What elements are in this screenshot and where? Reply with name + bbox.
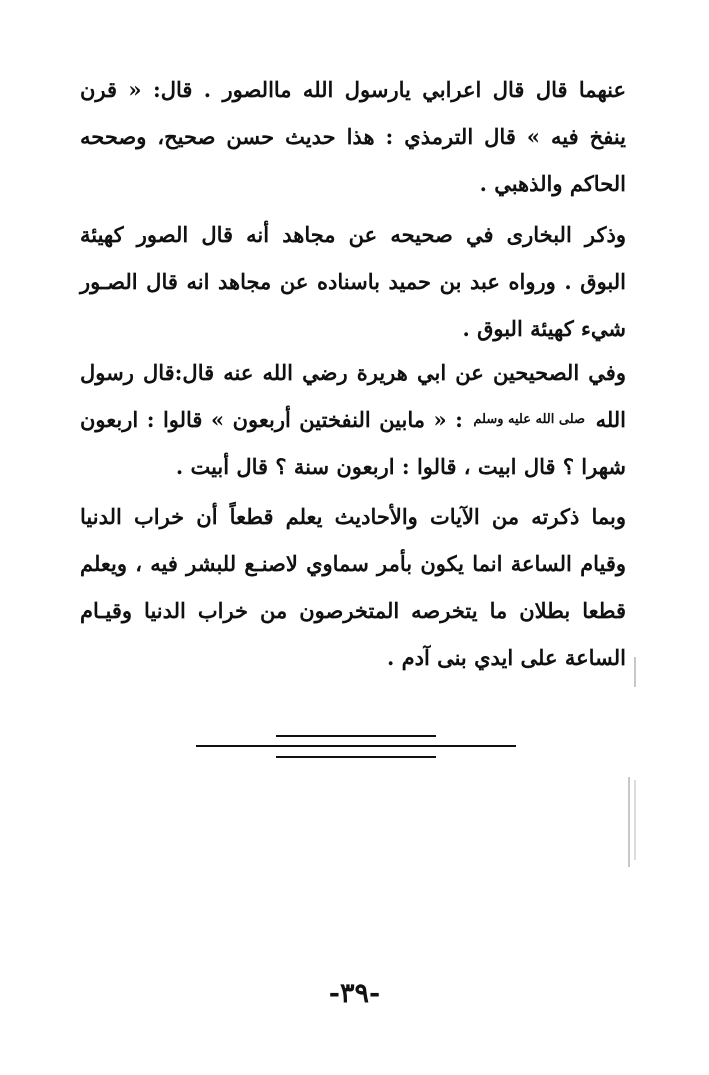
paragraph-text: : « مابين النفختين أربعون » قالوا : اربعون شهرا ؟ قال ابيت ، قالوا : اربعون سنة ؟ قال أبيت .: [80, 407, 626, 479]
scan-artifact: [634, 657, 636, 687]
paragraph-text: وذكر البخارى في صحيحه عن مجاهد أنه قال الصور كهيئة البوق . ورواه عبد بن حميد باسناده عن مجاهد انه قال الصـور شيء كهيئة البوق .: [80, 222, 626, 341]
paragraph-text: عنهما قال قال اعرابي يارسول الله ماالصور . قال: « قرن ينفخ فيه » قال الترمذي : هذا حديث حسن صحيح، وصححه الحاكم والذهبي .: [80, 77, 626, 196]
scan-artifact: [628, 777, 630, 867]
paragraph-hadith-sur-definition: [80, 66, 626, 207]
paragraph-conclusion: [80, 493, 626, 681]
divider-line-middle: [196, 745, 516, 747]
divider-line-bottom: [276, 756, 436, 758]
body-text: [80, 66, 626, 681]
page-number: -٣٩-: [328, 978, 381, 1009]
scan-artifact: [634, 780, 636, 860]
paragraph-two-blasts: [80, 349, 626, 490]
paragraph-bukhari-mujahid: [80, 211, 626, 352]
divider-line-top: [276, 735, 436, 737]
salawat-glyph: صلى الله عليه وسلم: [473, 412, 586, 427]
paragraph-text: وفي الصحيحين عن ابي هريرة رضي الله عنه قال:قال رسول الله: [80, 360, 627, 432]
paragraph-text: وبما ذكرته من الآيات والأحاديث يعلم قطعاً أن خراب الدنيا وقيام الساعة انما يكون بأمر سماوي لاصنـع للبشر فيه ، ويعلم قطعا بطلان ما يتخرصه المتخرصون من خراب الدنيا وقيـام الساعة على ايدي بنى آدم .: [80, 504, 626, 670]
